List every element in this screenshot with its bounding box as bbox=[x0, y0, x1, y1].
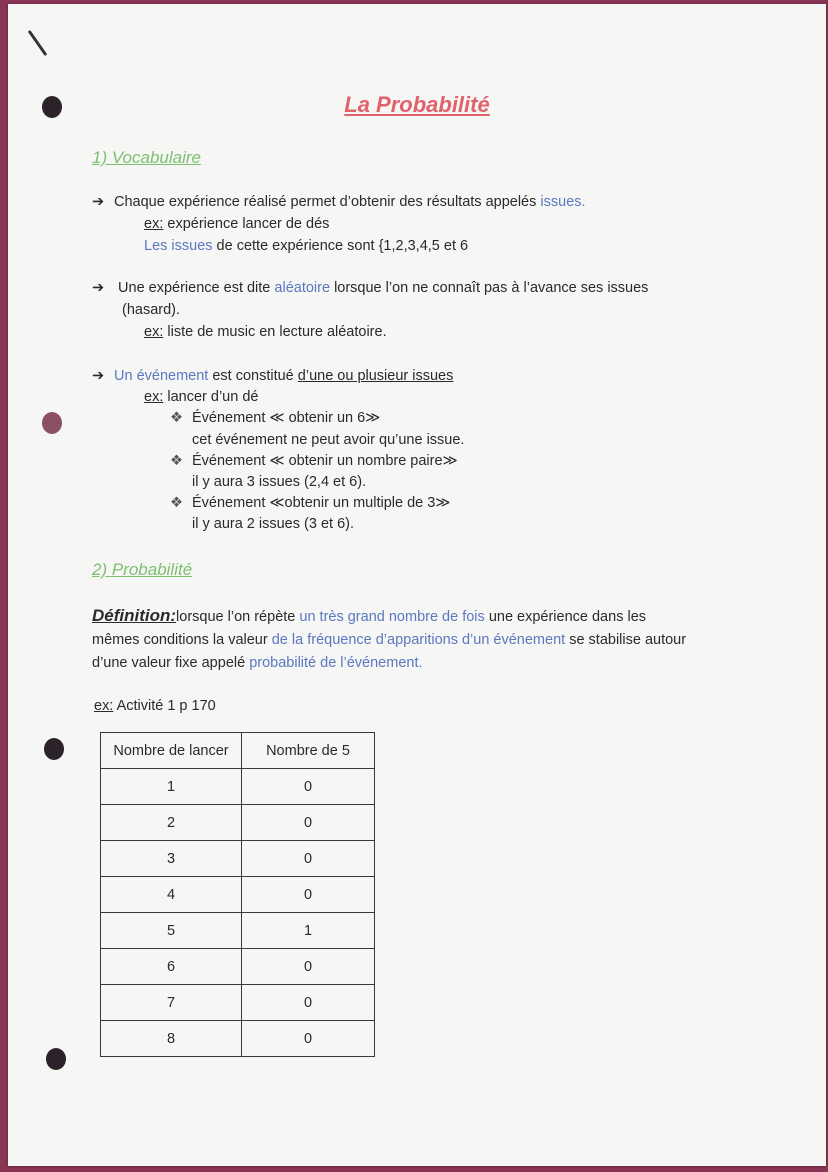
text: de cette expérience sont {1,2,3,4,5 et 6 bbox=[216, 238, 469, 254]
keyword: de la fréquence d’apparitions d’un événement bbox=[271, 632, 566, 648]
text: une expérience dans les bbox=[488, 609, 647, 625]
arrow-icon: ➔ bbox=[92, 280, 105, 296]
table-row bbox=[101, 949, 375, 985]
event-item bbox=[170, 453, 458, 469]
section-heading-vocabulaire: 1) Vocabulaire bbox=[92, 148, 201, 167]
issues-line-3 bbox=[144, 238, 468, 254]
diamond-bullet-icon: ❖ bbox=[170, 495, 183, 511]
cell: 2 bbox=[101, 805, 242, 841]
cell: 6 bbox=[101, 949, 242, 985]
text: mêmes conditions la valeur bbox=[92, 632, 268, 648]
event-detail: il y aura 3 issues (2,4 et 6). bbox=[192, 474, 367, 490]
results-table bbox=[100, 732, 375, 1057]
text: lorsque l’on répète bbox=[176, 609, 296, 625]
definition-line-3 bbox=[92, 655, 423, 671]
event-label: Événement ≪ obtenir un nombre paire≫ bbox=[192, 453, 458, 469]
text: Chaque expérience réalisé permet d’obtenir des résultats appelés bbox=[114, 194, 537, 210]
text: est constitué bbox=[212, 368, 294, 384]
keyword-evenement: Un événement bbox=[114, 368, 209, 384]
binder-hole bbox=[42, 412, 62, 434]
text: lorsque l’on ne connaît pas à l’avance ses issues bbox=[334, 280, 649, 296]
aleatoire-line-3 bbox=[144, 324, 387, 340]
text: lancer d’un dé bbox=[167, 389, 259, 405]
aleatoire-line-2: (hasard). bbox=[122, 302, 181, 318]
issues-line-2 bbox=[144, 216, 329, 232]
arrow-icon: ➔ bbox=[92, 368, 105, 384]
cell: 5 bbox=[101, 913, 242, 949]
table-row bbox=[101, 841, 375, 877]
ex-label: ex: bbox=[144, 324, 164, 340]
table-row bbox=[101, 805, 375, 841]
text: Activité 1 p 170 bbox=[116, 698, 216, 714]
section-heading-probabilite: 2) Probabilité bbox=[92, 560, 193, 579]
keyword-les-issues: Les issues bbox=[144, 238, 213, 254]
ex-label: ex: bbox=[94, 698, 114, 714]
evenement-line-2 bbox=[144, 389, 258, 405]
underlined-text: d’une ou plusieur issues bbox=[297, 368, 454, 384]
activity-line bbox=[94, 698, 216, 714]
table-row bbox=[101, 985, 375, 1021]
event-label: Événement ≪obtenir un multiple de 3≫ bbox=[192, 495, 451, 511]
cell: 4 bbox=[101, 877, 242, 913]
keyword-aleatoire: aléatoire bbox=[274, 280, 331, 296]
diamond-bullet-icon: ❖ bbox=[170, 410, 183, 426]
text: se stabilise autour bbox=[569, 632, 687, 648]
event-item bbox=[170, 410, 380, 426]
binder-hole bbox=[44, 738, 64, 760]
text: liste de music en lecture aléatoire. bbox=[167, 324, 387, 340]
document-page bbox=[8, 4, 826, 1166]
text: d’une valeur fixe appelé bbox=[92, 655, 246, 671]
issues-line-1 bbox=[92, 194, 586, 210]
event-item bbox=[170, 495, 450, 511]
table-header-row bbox=[101, 733, 375, 769]
text: Une expérience est dite bbox=[118, 280, 271, 296]
keyword-issues: issues. bbox=[540, 194, 586, 210]
keyword: un très grand nombre de fois bbox=[299, 609, 485, 625]
ex-label: ex: bbox=[144, 389, 164, 405]
evenement-line-1 bbox=[92, 368, 453, 384]
cell: 7 bbox=[101, 985, 242, 1021]
arrow-icon: ➔ bbox=[92, 194, 105, 210]
event-detail: il y aura 2 issues (3 et 6). bbox=[192, 516, 354, 532]
ex-label: ex: bbox=[144, 216, 164, 232]
pencil-mark bbox=[28, 30, 48, 56]
aleatoire-line-1 bbox=[92, 280, 648, 296]
cell: 0 bbox=[242, 841, 375, 877]
diamond-bullet-icon: ❖ bbox=[170, 453, 183, 469]
page-title: La Probabilité bbox=[344, 92, 490, 117]
cell: 0 bbox=[242, 985, 375, 1021]
cell: 1 bbox=[242, 913, 375, 949]
cell: 0 bbox=[242, 1021, 375, 1057]
definition-line-1 bbox=[92, 606, 646, 626]
column-header: Nombre de 5 bbox=[242, 733, 375, 769]
cell: 0 bbox=[242, 805, 375, 841]
binder-hole bbox=[46, 1048, 66, 1070]
text: expérience lancer de dés bbox=[167, 216, 330, 232]
column-header: Nombre de lancer bbox=[101, 733, 242, 769]
cell: 8 bbox=[101, 1021, 242, 1057]
event-label: Événement ≪ obtenir un 6≫ bbox=[192, 410, 381, 426]
definition-line-2 bbox=[92, 632, 686, 648]
cell: 0 bbox=[242, 877, 375, 913]
table-row bbox=[101, 769, 375, 805]
table-row bbox=[101, 1021, 375, 1057]
event-detail: cet événement ne peut avoir qu’une issue. bbox=[192, 432, 465, 448]
definition-label: Définition: bbox=[92, 606, 177, 625]
cell: 0 bbox=[242, 769, 375, 805]
cell: 1 bbox=[101, 769, 242, 805]
table-row bbox=[101, 877, 375, 913]
cell: 0 bbox=[242, 949, 375, 985]
table-row bbox=[101, 913, 375, 949]
keyword: probabilité de l’événement. bbox=[249, 655, 423, 671]
cell: 3 bbox=[101, 841, 242, 877]
